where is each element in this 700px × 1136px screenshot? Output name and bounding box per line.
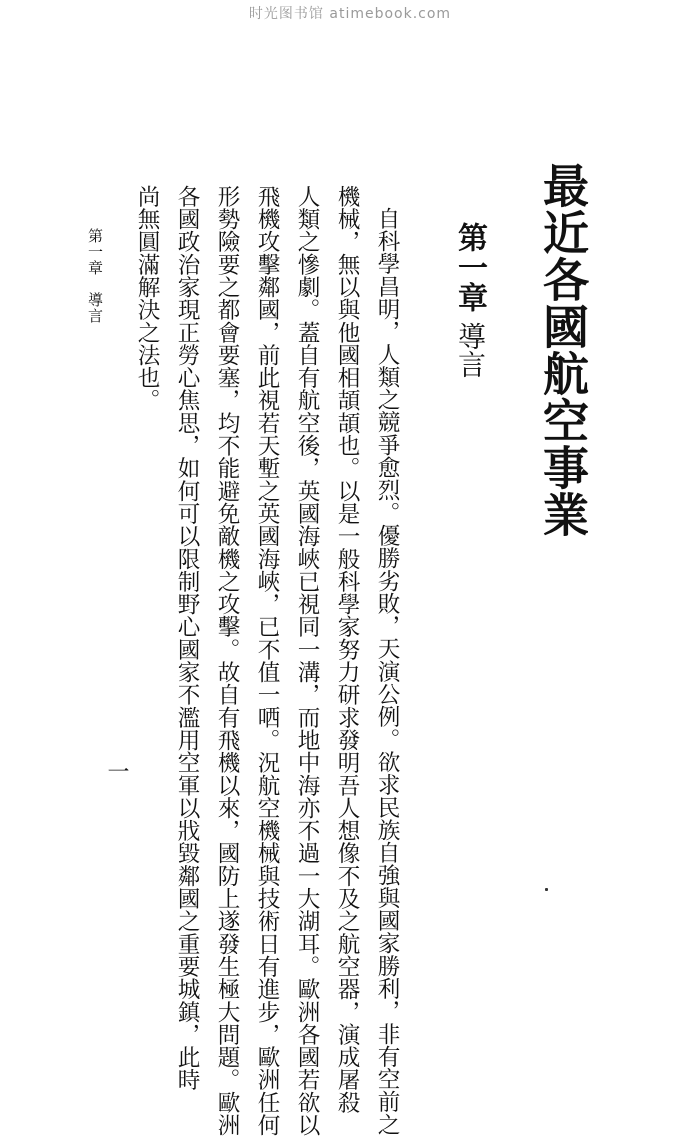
print-speck (545, 888, 548, 891)
page-number: 一 (104, 760, 129, 782)
body-column-4: 飛機攻擊鄰國，前此視若天塹之英國海峽，已不值一哂。況航空機械與技術日有進步，歐洲任何 (254, 185, 280, 1136)
chapter-heading: 第一章 (452, 222, 487, 312)
book-title: 最近各國航空事業 (536, 162, 590, 538)
running-head: 第一章 導言 (86, 228, 104, 324)
body-column-2: 機械，無以與他國相頡頡也。以是一般科學家努力研求發明吾人想像不及之航空器，演成屠殺 (334, 185, 360, 1114)
body-column-5: 形勢險要之都會要塞，均不能避免敵機之攻擊。故自有飛機以來，國防上遂發生極大問題。歐洲 (214, 185, 240, 1136)
body-column-1: 自科學昌明，人類之競爭愈烈。優勝劣敗，天演公例。欲求民族自強與國家勝利，非有空前之 (374, 207, 400, 1136)
body-column-3: 人類之慘劇。蓋自有航空後，英國海峽已視同一溝，而地中海亦不過一大湖耳。歐洲各國若欲以 (294, 185, 320, 1136)
body-column-7: 尚無圓滿解決之法也。 (134, 185, 160, 412)
body-column-6: 各國政治家現正勞心焦思，如何可以限制野心國家不濫用空軍以戕毀鄰國之重要城鎮，此時 (174, 185, 200, 1091)
watermark-text: 时光图书馆 atimebook.com (248, 6, 452, 22)
chapter-subtitle: 導言 (454, 322, 487, 378)
